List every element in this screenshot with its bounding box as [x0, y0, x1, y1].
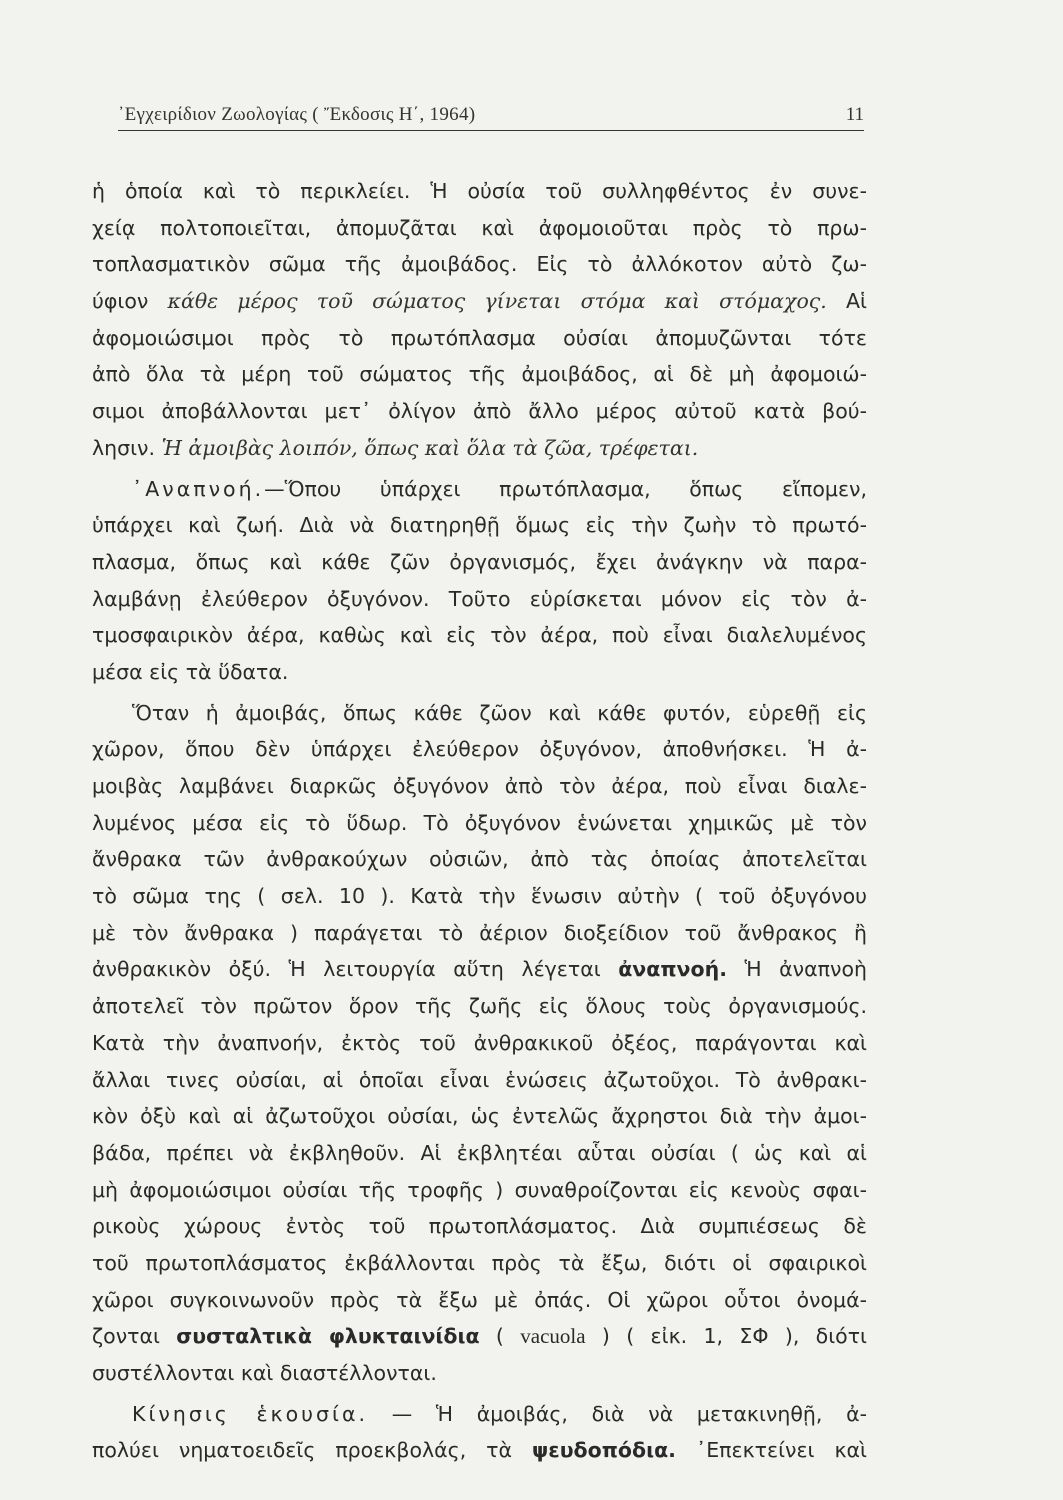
text-line: Κατὰ τὴν ἀναπνοήν, ἐκτὸς τοῦ ἀνθρακικοῦ ὀξέος, παράγονται καὶ — [92, 1030, 867, 1055]
text-span: ἀνθρακικὸν ὀξύ. Ἡ λειτουργία αὕτη λέγεται — [92, 957, 601, 982]
text-line: μέσα εἰς τὰ ὕδατα. — [92, 659, 289, 684]
text-line: κὸν ὀξὺ καὶ αἱ ἀζωτοῦχοι οὐσίαι, ὡς ἐντελῶς ἄχρηστοι διὰ τὴν ἀμοι- — [92, 1104, 867, 1129]
text-line: ἀπὸ ὅλα τὰ μέρη τοῦ σώματος τῆς ἀμοιβάδος, αἱ δὲ μὴ ἀφομοιώ- — [92, 362, 867, 387]
text-line: μοιβὰς λαμβάνει διαρκῶς ὀξυγόνον ἀπὸ τὸν ἀέρα, ποὺ εἶναι διαλε- — [92, 774, 867, 798]
text-line: τμοσφαιρικὸν ἀέρα, καθὼς καὶ εἰς τὸν ἀέρα, ποὺ εἶναι διαλελυμένος — [92, 623, 867, 648]
text-span: ( — [495, 1324, 504, 1349]
text-line — [92, 430, 867, 467]
italic-phrase: κάθε μέρος τοῦ σώματος γίνεται στόμα καὶ στόμαχος. — [167, 289, 827, 314]
text-span: Ἡ ἀναπνοὴ — [744, 957, 867, 982]
text-line: λαμβάνῃ ἐλεύθερον ὀξυγόνον. Τοῦτο εὑρίσκεται μόνον εἰς τὸν ἀ- — [92, 586, 867, 611]
text-line: τοπλασματικὸν σῶμα τῆς ἀμοιβάδος. Εἰς τὸ ἀλλόκοτον αὐτὸ ζω- — [92, 252, 867, 277]
text-span: λησιν. — [92, 435, 156, 460]
text-line — [92, 1432, 867, 1469]
page-number: 11 — [845, 104, 864, 125]
text-line: Ὅταν ἡ ἀμοιβάς, ὅπως κάθε ζῶον καὶ κάθε φυτόν, εὑρεθῇ εἰς — [132, 700, 867, 725]
text-line — [92, 1318, 867, 1355]
text-line — [92, 471, 867, 508]
section-heading: ᾿Αναπνοή. — [132, 476, 265, 501]
text-line: ἄλλαι τινες οὐσίαι, αἱ ὁποῖαι εἶναι ἑνώσεις ἀζωτοῦχοι. Τὸ ἀνθρακι- — [92, 1067, 867, 1092]
text-line: συστέλλονται καὶ διαστέλλονται. — [92, 1361, 437, 1385]
text-line: μὲ τὸν ἄνθρακα ) παράγεται τὸ ἀέριον διοξείδιον τοῦ ἄνθρακος ἢ — [92, 920, 867, 945]
text-span: —Ὅπου ὑπάρχει πρωτόπλασμα, ὅπως εἴπομεν, — [264, 476, 867, 501]
text-line: ἄνθρακα τῶν ἀνθρακούχων οὐσιῶν, ἀπὸ τὰς ὁποίας ἀποτελεῖται — [92, 847, 867, 872]
italic-phrase: Ἡ ἀμοιβὰς λοιπόν, ὅπως καὶ ὅλα τὰ ζῶα, τρέφεται. — [161, 435, 699, 460]
text-line: ὑπάρχει καὶ ζωή. Διὰ νὰ διατηρηθῇ ὅμως εἰς τὴν ζωὴν τὸ πρωτό- — [92, 513, 867, 538]
text-span: — Ἡ ἀμοιβάς, διὰ νὰ μετακινηθῇ, ἀ- — [391, 1401, 867, 1426]
text-line: ἀφομοιώσιμοι πρὸς τὸ πρωτόπλασμα οὐσίαι ἀπομυζῶνται τότε — [92, 325, 867, 350]
text-line: ἡ ὁποία καὶ τὸ περικλείει. Ἡ οὐσία τοῦ συλληφθέντος ἐν συνε- — [92, 179, 867, 203]
text-line — [92, 1396, 867, 1433]
text-line: χείᾳ πολτοποιεῖται, ἀπομυζᾶται καὶ ἀφομοιοῦται πρὸς τὸ πρω- — [92, 215, 867, 240]
text-span: Αἱ — [846, 289, 867, 314]
text-line: ἀποτελεῖ τὸν πρῶτον ὅρον τῆς ζωῆς εἰς ὅλους τοὺς ὀργανισμούς. — [92, 994, 867, 1019]
text-span: πολύει νηματοειδεῖς προεκβολάς, τὰ — [92, 1438, 513, 1463]
bold-term: ψευδοπόδια. — [532, 1438, 676, 1463]
text-line: λυμένος μέσα εἰς τὸ ὕδωρ. Τὸ ὀξυγόνον ἑνώνεται χημικῶς μὲ τὸν — [92, 810, 867, 835]
text-span: ζονται — [92, 1324, 160, 1349]
text-line: σιμοι ἀποβάλλονται μετ᾿ ὀλίγον ἀπὸ ἄλλο μέρος αὐτοῦ κατὰ βού- — [92, 399, 867, 424]
text-line: τὸ σῶμα της ( σελ. 10 ). Κατὰ τὴν ἕνωσιν αὐτὴν ( τοῦ ὀξυγόνου — [92, 884, 867, 909]
section-heading: Κίνησις ἑκουσία. — [132, 1401, 368, 1426]
bold-term: συσταλτικὰ φλυκταινίδια — [176, 1324, 480, 1349]
text-line: χῶροι συγκοινωνοῦν πρὸς τὰ ἔξω μὲ ὀπάς. Οἱ χῶροι οὗτοι ὀνομά- — [92, 1287, 867, 1312]
text-line: χῶρον, ὅπου δὲν ὑπάρχει ἐλεύθερον ὀξυγόνον, ἀποθνήσκει. Ἡ ἀ- — [92, 737, 867, 762]
text-line: τοῦ πρωτοπλάσματος ἐκβάλλονται πρὸς τὰ ἔξω, διότι οἱ σφαιρικοὶ — [92, 1250, 867, 1275]
body-text — [92, 173, 867, 1469]
text-line: μὴ ἀφομοιώσιμοι οὐσίαι τῆς τροφῆς ) συναθροίζονται εἰς κενοὺς σφαι- — [92, 1177, 867, 1202]
text-line: ρικοὺς χώρους ἐντὸς τοῦ πρωτοπλάσματος. Διὰ συμπιέσεως δὲ — [92, 1214, 867, 1239]
text-span: ) ( εἰκ. 1, ΣΦ ), διότι — [601, 1324, 867, 1349]
bold-term: ἀναπνοή. — [618, 957, 727, 982]
text-span: ᾿Επεκτείνει καὶ — [695, 1438, 867, 1463]
text-line — [92, 951, 867, 988]
latin-term: vacuola — [520, 1324, 586, 1349]
text-line — [92, 283, 867, 320]
text-span: ύφιον — [92, 289, 149, 314]
text-line: βάδα, πρέπει νὰ ἐκβληθοῦν. Αἱ ἐκβλητέαι αὗται οὐσίαι ( ὡς καὶ αἱ — [92, 1140, 867, 1165]
running-header — [118, 100, 864, 131]
header-title: ᾿Εγχειρίδιον Ζωολογίας ( Ἔκδοσις Η΄, 1964) — [118, 104, 476, 125]
text-line: πλασμα, ὅπως καὶ κάθε ζῶν ὀργανισμός, ἔχει ἀνάγκην νὰ παρα- — [92, 549, 867, 574]
